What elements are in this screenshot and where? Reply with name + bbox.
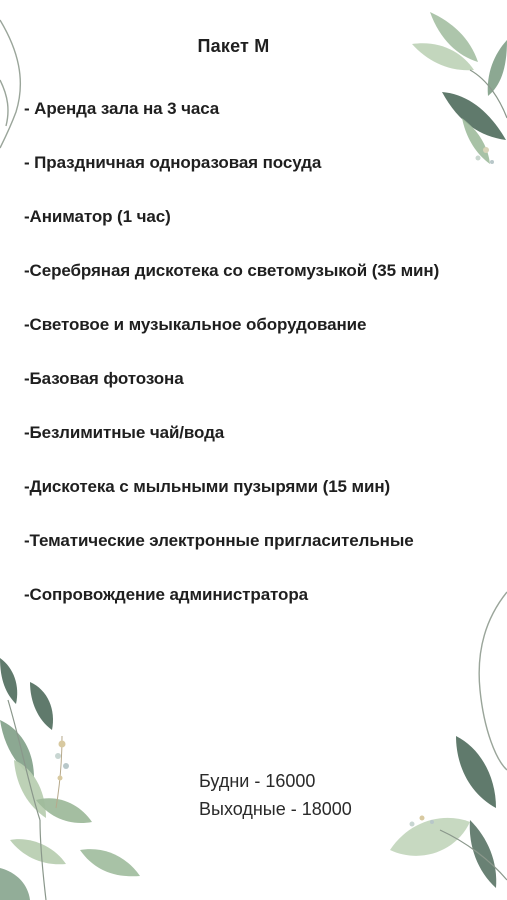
feature-item: -Сопровождение администратора — [24, 585, 308, 604]
feature-item: -Световое и музыкальное оборудование — [24, 315, 367, 334]
feature-item: -Серебряная дискотека со светомузыкой (35 мин) — [24, 261, 440, 280]
feature-item: - Аренда зала на 3 часа — [24, 99, 220, 118]
bottom-right-leaves — [390, 736, 507, 888]
weekday-price: Будни - 16000 — [199, 771, 316, 791]
package-title: Пакет М — [197, 36, 270, 56]
feature-item: -Аниматор (1 час) — [24, 207, 171, 226]
weekend-price: Выходные - 18000 — [199, 799, 352, 819]
price-block — [199, 767, 352, 823]
package-features-list — [24, 98, 504, 638]
feature-item: - Праздничная одноразовая посуда — [24, 153, 322, 172]
feature-item: -Тематические электронные пригласительные — [24, 531, 414, 550]
feature-item: -Дискотека с мыльными пузырями (15 мин) — [24, 477, 391, 496]
feature-item: -Базовая фотозона — [24, 369, 184, 388]
bottom-left-leaves — [0, 658, 140, 900]
feature-item: -Безлимитные чай/вода — [24, 423, 225, 442]
